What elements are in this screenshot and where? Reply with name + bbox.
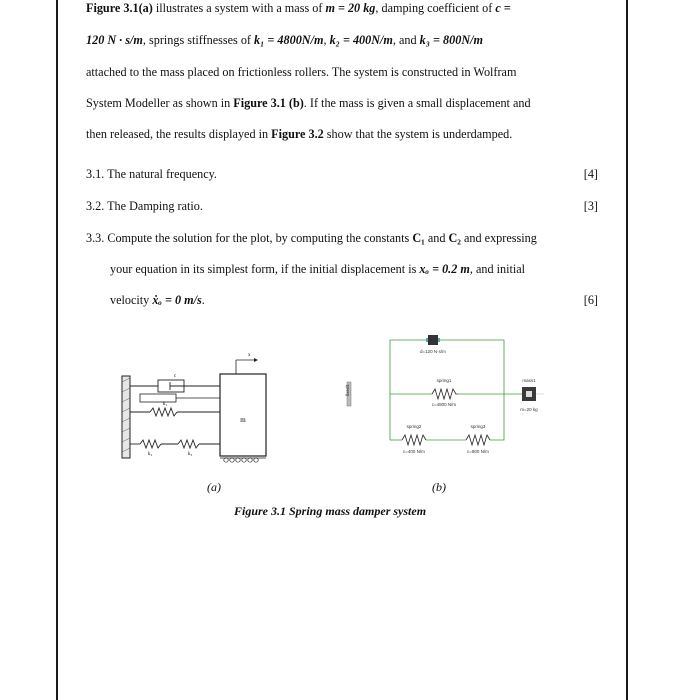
intro-line-4 (86, 96, 531, 111)
k1-expr: k₁ = 4800N/m (254, 33, 324, 47)
spring2-param: c=400 N/m (403, 449, 425, 454)
page-left-border (56, 0, 58, 700)
text: . If the mass is given a small displacement and (303, 96, 531, 110)
figure-ref: Figure 3.1(a) (86, 1, 153, 15)
text: 3.3. Compute the solution for the plot, by computing the constants (86, 231, 413, 245)
mass-expr: m = 20 kg (325, 1, 376, 15)
text: , springs stiffnesses of (142, 33, 255, 47)
question-label: 3.1. The natural frequency. (86, 167, 217, 181)
k2-label: k₂ (148, 452, 153, 457)
text: show that the system is underdamped. (323, 127, 513, 141)
x-label: x (248, 353, 251, 358)
text: , and initial (469, 262, 526, 276)
mass-block (220, 374, 266, 456)
text: . (201, 293, 205, 307)
spring3-param: c=800 N/m (467, 449, 489, 454)
damper-port-left (426, 338, 428, 342)
figure-a-label: (a) (207, 480, 221, 494)
damping-expr: c = (495, 1, 511, 15)
figure-a-diagram (118, 346, 280, 466)
intro-line-5 (86, 127, 512, 142)
spring1-name: spring1 (436, 378, 452, 383)
spring-k2 (140, 440, 161, 448)
question-3-3-line-3 (110, 293, 205, 308)
question-3-2 (86, 199, 598, 214)
figure-ref: Figure 3.1 (b) (233, 96, 304, 110)
question-marks: [4] (583, 167, 598, 181)
rollers (224, 458, 258, 462)
question-label: 3.2. The Damping ratio. (86, 199, 203, 213)
text: then released, the results displayed in (86, 127, 272, 141)
k2-expr: k₂ = 400N/m (329, 33, 393, 47)
spring-k1 (150, 408, 177, 416)
k1-label: k₁ (163, 402, 168, 407)
question-3-3-line-1 (86, 231, 537, 246)
initial-displacement-expr: xₒ = 0.2 m (419, 262, 470, 276)
text: velocity (110, 293, 153, 307)
intro-line-1 (86, 1, 511, 16)
mass-param: m=20 kg (520, 407, 538, 412)
spring3-component (466, 435, 490, 445)
intro-line-3: attached to the mass placed on frictionless rollers. The system is constructed in Wolfram (86, 65, 517, 79)
initial-velocity-expr: ẋₒ = 0 m/s (152, 293, 202, 307)
bracket (140, 394, 176, 402)
question-3-1 (86, 167, 598, 182)
text: System Modeller as shown in (86, 96, 234, 110)
text: and (424, 231, 449, 245)
fixed-label: fixed1 (345, 383, 350, 396)
damper-port-right (438, 338, 440, 342)
damper-label: c (174, 374, 177, 379)
figure-caption-text: Figure 3.1 Spring mass damper system (234, 504, 427, 518)
spring2-component (402, 435, 426, 445)
spring1-component (432, 389, 458, 399)
mass-label: m (240, 416, 246, 424)
question-3-3 (86, 231, 598, 311)
wall (122, 376, 130, 458)
constant-c2: C₂ (448, 231, 461, 245)
mass-name: mass1 (522, 378, 536, 383)
spring1-param: c=4800 N/m (431, 402, 457, 407)
spring-k3 (178, 440, 199, 448)
text: , (323, 33, 330, 47)
text: illustrates a system with a mass of (152, 1, 326, 15)
text: , and (392, 33, 420, 47)
question-marks: [6] (583, 293, 598, 307)
constant-c1: C₁ (412, 231, 425, 245)
k3-expr: k₃ = 800N/m (419, 33, 484, 47)
spring3-name: spring3 (470, 424, 486, 429)
k3-label: k₃ (188, 452, 193, 457)
damping-value: 120 N · s/m (86, 33, 143, 47)
spring2-name: spring2 (406, 424, 422, 429)
figure-caption (234, 504, 426, 519)
x-arrow-head (254, 358, 258, 362)
figure-b-modelica-diagram (340, 330, 580, 465)
mass-inner (526, 391, 532, 397)
page-right-border (626, 0, 628, 700)
damper-param: d=120 N·s/m (420, 349, 446, 354)
figure-ref: Figure 3.2 (271, 127, 324, 141)
text: your equation in its simplest form, if the initial displacement is (110, 262, 420, 276)
intro-line-2 (86, 33, 483, 48)
text: , damping coefficient of (375, 1, 496, 15)
damper-component (428, 335, 438, 345)
question-3-3-line-2 (110, 262, 525, 277)
text: and expressing (460, 231, 537, 245)
question-marks: [3] (583, 199, 598, 213)
figure-b-label: (b) (432, 480, 446, 494)
